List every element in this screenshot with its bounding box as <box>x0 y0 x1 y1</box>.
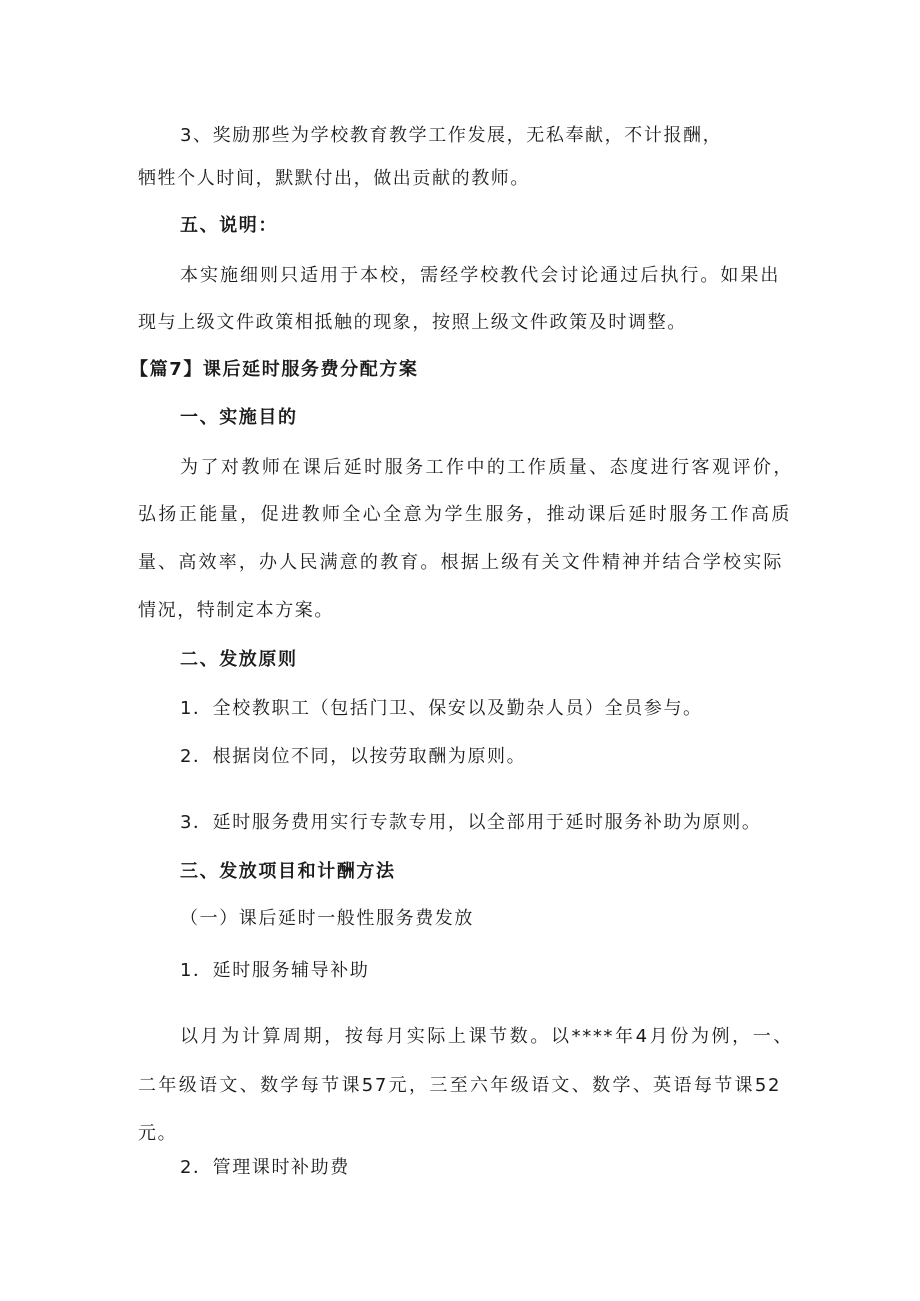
list-item: 2．管理课时补助费 <box>180 1157 350 1178</box>
section-heading: 五、说明： <box>180 215 278 236</box>
paragraph-line: 为了对教师在课后延时服务工作中的工作质量、态度进行客观评价， <box>180 457 793 478</box>
paragraph-line: 弘扬正能量，促进教师全心全意为学生服务，推动课后延时服务工作高质 <box>138 504 791 525</box>
list-item: 1．延时服务辅导补助 <box>180 960 370 981</box>
paragraph-line: 量、高效率，办人民满意的教育。根据上级有关文件精神并结合学校实际 <box>138 552 783 573</box>
paragraph-line: 以月为计算周期，按每月实际上课节数。以****年4月份为例，一、 <box>180 1026 793 1047</box>
paragraph-line: 现与上级文件政策相抵触的现象，按照上级文件政策及时调整。 <box>138 312 687 333</box>
paragraph-line: 情况，特制定本方案。 <box>138 600 334 621</box>
list-item: 1．全校教职工（包括门卫、保安以及勤杂人员）全员参与。 <box>180 698 703 719</box>
paragraph-line: 元。 <box>138 1123 178 1144</box>
paragraph-line: 二年级语文、数学每节课57元，三至六年级语文、数学、英语每节课52 <box>138 1075 781 1096</box>
list-item: 2．根据岗位不同，以按劳取酬为原则。 <box>180 746 527 767</box>
article-title: 【篇7】课后延时服务费分配方案 <box>130 359 419 380</box>
section-heading: 一、实施目的 <box>180 407 298 428</box>
paragraph-line: 牺牲个人时间，默默付出，做出贡献的教师。 <box>138 168 530 189</box>
paragraph-line: 3、奖励那些为学校教育教学工作发展，无私奉献，不计报酬， <box>180 125 723 146</box>
section-heading: 二、发放原则 <box>180 649 298 670</box>
paragraph-line: 本实施细则只适用于本校，需经学校教代会讨论通过后执行。如果出 <box>180 265 780 286</box>
section-heading: 三、发放项目和计酬方法 <box>180 861 396 882</box>
subsection-heading: （一）课后延时一般性服务费发放 <box>180 908 474 929</box>
list-item: 3．延时服务费用实行专款专用，以全部用于延时服务补助为原则。 <box>180 812 762 833</box>
